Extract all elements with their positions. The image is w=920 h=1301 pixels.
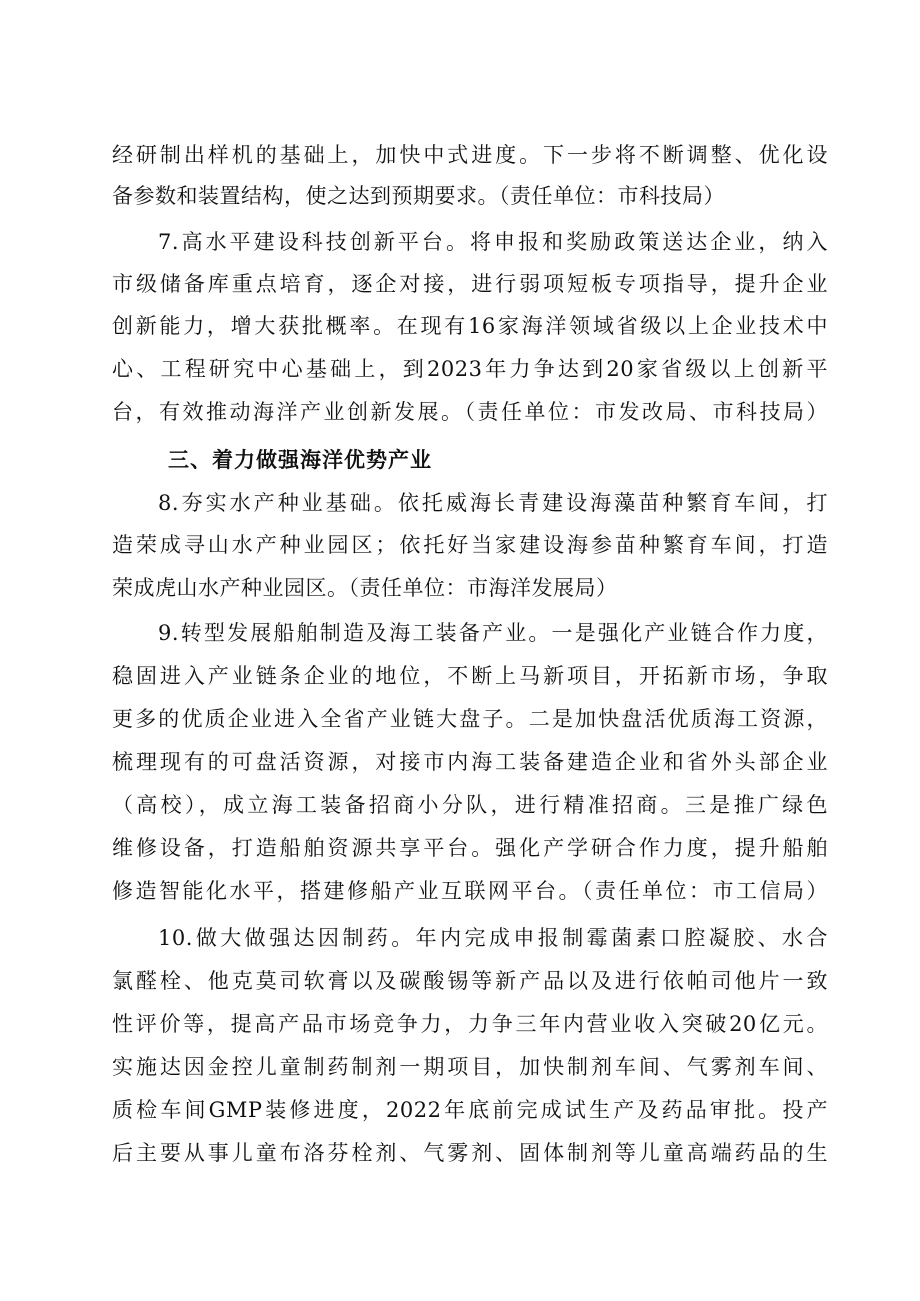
paragraph-line: 更多的优质企业进入全省产业链大盘子。二是加快盘活优质海工资源， [112, 707, 828, 731]
paragraph-line: 维修设备，打造船舶资源共享平台。强化产学研合作力度，提升船舶 [112, 836, 828, 860]
paragraph-line: 经研制出样机的基础上，加快中式进度。下一步将不断调整、优化设 [112, 143, 828, 167]
paragraph-line: 氯醛栓、他克莫司软膏以及碳酸锡等新产品以及进行依帕司他片一致 [112, 969, 828, 993]
paragraph-line: 造荣成寻山水产种业园区；依托好当家建设海参苗种繁育车间，打造 [112, 533, 828, 557]
paragraph-line: 修造智能化水平，搭建修船产业互联网平台。（责任单位：市工信局） [112, 879, 828, 903]
paragraph-line: 稳固进入产业链条企业的地位，不断上马新项目，开拓新市场，争取 [112, 664, 828, 688]
paragraph-line: 10.做大做强达因制药。年内完成申报制霉菌素口腔凝胶、水合 [158, 926, 828, 950]
paragraph-line: 质检车间GMP装修进度，2022年底前完成试生产及药品审批。投产 [112, 1098, 828, 1122]
paragraph-line: 梳理现有的可盘活资源，对接市内海工装备建造企业和省外头部企业 [112, 750, 828, 774]
paragraph-line: 荣成虎山水产种业园区。（责任单位：市海洋发展局） [112, 576, 618, 600]
paragraph-line: 性评价等，提高产品市场竞争力，力争三年内营业收入突破20亿元。 [112, 1012, 828, 1036]
paragraph-line: 后主要从事儿童布洛芬栓剂、气雾剂、固体制剂等儿童高端药品的生 [112, 1141, 828, 1165]
paragraph-line: 台，有效推动海洋产业创新发展。（责任单位：市发改局、市科技局） [112, 400, 828, 424]
paragraph-line: 7.高水平建设科技创新平台。将申报和奖励政策送达企业，纳入 [158, 230, 828, 254]
paragraph-line: 心、工程研究中心基础上，到2023年力争达到20家省级以上创新平 [112, 357, 828, 381]
paragraph-line: 市级储备库重点培育，逐企对接，进行弱项短板专项指导，提升企业 [112, 272, 828, 296]
paragraph-line: 备参数和装置结构，使之达到预期要求。（责任单位：市科技局） [112, 184, 725, 208]
section-heading: 三、着力做强海洋优势产业 [168, 448, 432, 472]
paragraph-line: 8.夯实水产种业基础。依托威海长青建设海藻苗种繁育车间，打 [158, 491, 828, 515]
paragraph-line: 9.转型发展船舶制造及海工装备产业。一是强化产业链合作力度， [158, 621, 828, 645]
paragraph-line: （高校），成立海工装备招商小分队，进行精准招商。三是推广绿色 [112, 793, 828, 817]
paragraph-line: 实施达因金控儿童制药制剂一期项目，加快制剂车间、气雾剂车间、 [112, 1055, 828, 1079]
paragraph-line: 创新能力，增大获批概率。在现有16家海洋领域省级以上企业技术中 [112, 314, 828, 338]
